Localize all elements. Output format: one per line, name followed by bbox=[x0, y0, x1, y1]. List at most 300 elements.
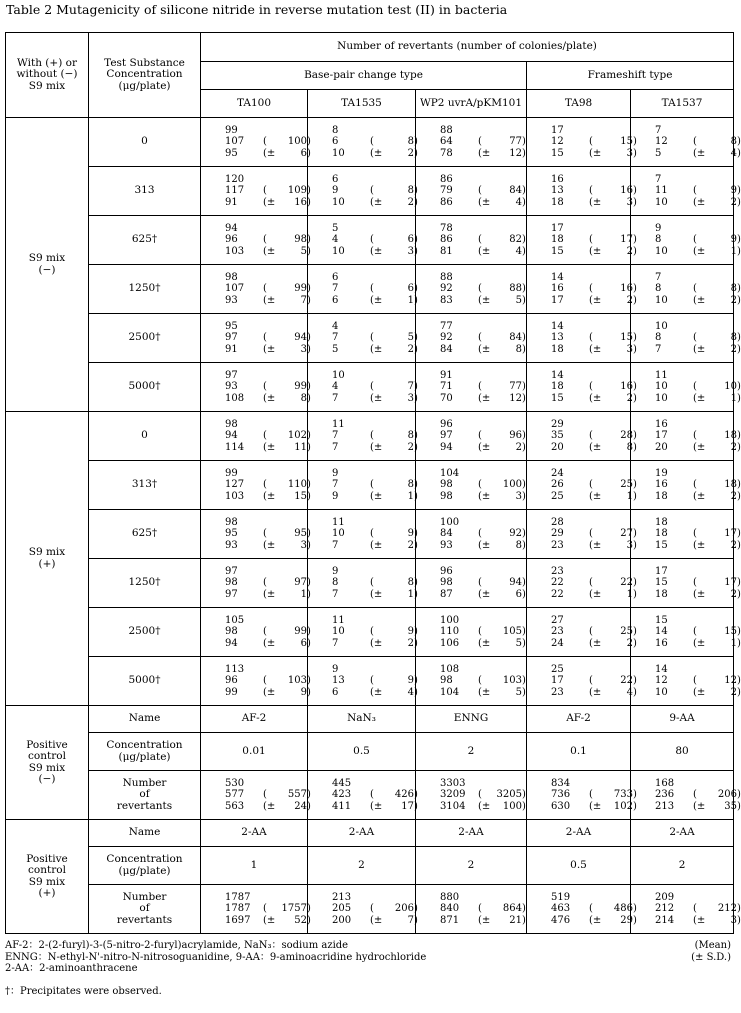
num-label bbox=[89, 885, 201, 934]
plate-counts: 100 110 ( 105) 106 (± 5) bbox=[440, 614, 526, 649]
positive-control-label bbox=[6, 820, 89, 934]
sd-value: 35 bbox=[724, 800, 737, 812]
plate-counts: 1787 1787 ( 1757) 1697 (± 52) bbox=[225, 891, 311, 926]
plate-count: 8 bbox=[655, 332, 662, 344]
value-cell bbox=[631, 167, 741, 216]
header-row bbox=[6, 33, 734, 62]
positive-control-label bbox=[6, 706, 89, 820]
control-conc: 0.1 bbox=[527, 733, 631, 771]
value-cell bbox=[631, 118, 741, 167]
mean-value: 557 bbox=[287, 789, 307, 801]
mean-value: 8 bbox=[407, 136, 414, 148]
value-cell bbox=[201, 314, 311, 363]
num-label-text-line: of bbox=[139, 788, 150, 801]
plate-count: 96 bbox=[440, 565, 453, 577]
plate-count: 104 bbox=[440, 467, 460, 479]
num-label-text bbox=[89, 778, 200, 813]
plate-count: 7 bbox=[332, 283, 339, 295]
plate-count: 98 bbox=[440, 675, 453, 687]
plate-count: 64 bbox=[440, 136, 453, 148]
sd-value: 24 bbox=[294, 800, 307, 812]
plate-count: 15 bbox=[655, 577, 668, 589]
plate-count: 3104 bbox=[440, 800, 466, 812]
mean-value: 8 bbox=[730, 332, 737, 344]
plate-count: 127 bbox=[225, 479, 245, 491]
positive-label-text-line: S9 mix bbox=[28, 875, 66, 888]
plate-counts: 10 8 ( 8) 7 (± 2) bbox=[655, 320, 741, 355]
plate-count: 98 bbox=[440, 479, 453, 491]
plate-count: 17 bbox=[551, 675, 564, 687]
plate-count: 9 bbox=[332, 185, 339, 197]
conc-label-text-line: (μg/plate) bbox=[118, 750, 171, 763]
sd-value: 4 bbox=[515, 196, 522, 208]
plate-count: 103 bbox=[225, 245, 245, 257]
value-cell bbox=[527, 216, 637, 265]
plate-counts: 18 18 ( 17) 15 (± 2) bbox=[655, 516, 741, 551]
value-cell bbox=[527, 167, 637, 216]
value-cell bbox=[416, 265, 527, 314]
mean-value: 9 bbox=[730, 234, 737, 246]
plate-count: 93 bbox=[225, 381, 238, 393]
plate-counts: 11 10 ( 9) 7 (± 2) bbox=[332, 614, 418, 649]
s9-label-text-line: S9 mix bbox=[28, 252, 66, 264]
control-name: 2-AA bbox=[631, 820, 734, 847]
plate-counts: 3303 3209 ( 3205) 3104 (± 100) bbox=[440, 777, 526, 812]
frameshift-header: Frameshift type bbox=[527, 61, 734, 90]
sd-note: (± S.D.) bbox=[691, 951, 731, 963]
s9-header-text-line: without (−) bbox=[16, 68, 78, 81]
plate-counts: 14 13 ( 15) 18 (± 3) bbox=[551, 320, 637, 355]
positive-label-text-line: control bbox=[28, 750, 66, 762]
data-row bbox=[6, 216, 734, 265]
sd-value: 6 bbox=[515, 588, 522, 600]
strain-header: TA100 bbox=[201, 90, 308, 118]
conc-label-text-line: Concentration bbox=[106, 739, 183, 751]
control-conc: 0.5 bbox=[308, 733, 416, 771]
sd-value: 7 bbox=[407, 914, 414, 926]
positive-label-text bbox=[6, 854, 88, 900]
value-cell bbox=[631, 265, 741, 314]
sd-value: 102 bbox=[613, 800, 633, 812]
sd-value: 17 bbox=[401, 800, 414, 812]
plate-count: 98 bbox=[225, 516, 238, 528]
num-label-text bbox=[89, 892, 200, 927]
plate-count: 6 bbox=[332, 686, 339, 698]
s9-header-text-line: S9 mix bbox=[28, 79, 66, 92]
plate-count: 8 bbox=[655, 283, 662, 295]
sd-value: 3 bbox=[626, 196, 633, 208]
mean-value: 6 bbox=[407, 283, 414, 295]
positive-label-text-line: Positive bbox=[26, 738, 68, 751]
control-name: 2-AA bbox=[416, 820, 527, 847]
plate-counts: 108 98 ( 103) 104 (± 5) bbox=[440, 663, 526, 698]
plate-count: 16 bbox=[551, 173, 564, 185]
conc-header-text-line: Concentration bbox=[106, 68, 183, 81]
value-cell bbox=[527, 118, 637, 167]
plate-count: 6 bbox=[332, 136, 339, 148]
value-cell bbox=[416, 510, 527, 559]
mean-value: 82 bbox=[509, 234, 522, 246]
plate-counts: 7 12 ( 8) 5 (± 4) bbox=[655, 124, 741, 159]
mean-value: 25 bbox=[620, 479, 633, 491]
plate-counts: 9 8 ( 8) 7 (± 1) bbox=[332, 565, 418, 600]
value-cell bbox=[308, 657, 416, 706]
plate-count: 86 bbox=[440, 173, 453, 185]
plate-count: 10 bbox=[332, 196, 345, 208]
mean-value: 99 bbox=[294, 626, 307, 638]
plate-count: 70 bbox=[440, 392, 453, 404]
plate-count: 213 bbox=[655, 800, 675, 812]
positive-name-row bbox=[6, 706, 734, 733]
mean-value: 99 bbox=[294, 381, 307, 393]
concentration-cell: 1250† bbox=[89, 265, 201, 314]
num-label-text-line: revertants bbox=[116, 913, 173, 926]
mean-value: 206 bbox=[717, 789, 737, 801]
plate-count: 23 bbox=[551, 539, 564, 551]
plate-count: 8 bbox=[332, 577, 339, 589]
value-cell bbox=[631, 771, 741, 820]
plate-count: 18 bbox=[655, 528, 668, 540]
mean-value: 17 bbox=[724, 528, 737, 540]
plate-count: 7 bbox=[332, 637, 339, 649]
plate-count: 20 bbox=[551, 441, 564, 453]
value-cell bbox=[201, 461, 311, 510]
concentration-cell: 5000† bbox=[89, 657, 201, 706]
plate-count: 25 bbox=[551, 663, 564, 675]
sd-value: 6 bbox=[300, 147, 307, 159]
plate-counts: 7 11 ( 9) 10 (± 2) bbox=[655, 173, 741, 208]
plate-count: 880 bbox=[440, 891, 460, 903]
plate-counts: 120 117 ( 109) 91 (± 16) bbox=[225, 173, 311, 208]
strain-header: TA1537 bbox=[631, 90, 734, 118]
plate-counts: 98 95 ( 95) 93 (± 3) bbox=[225, 516, 311, 551]
plate-count: 97 bbox=[225, 332, 238, 344]
mean-value: 88 bbox=[509, 283, 522, 295]
plate-count: 14 bbox=[551, 369, 564, 381]
positive-conc-row bbox=[6, 733, 734, 771]
mean-value: 94 bbox=[294, 332, 307, 344]
data-row bbox=[6, 118, 734, 167]
sd-value: 1 bbox=[300, 588, 307, 600]
basepair-header: Base-pair change type bbox=[201, 61, 527, 90]
plate-counts: 11 10 ( 9) 7 (± 2) bbox=[332, 516, 418, 551]
plate-count: 3303 bbox=[440, 777, 466, 789]
plate-count: 120 bbox=[225, 173, 245, 185]
sd-value: 3 bbox=[626, 343, 633, 355]
plate-counts: 95 97 ( 94) 91 (± 3) bbox=[225, 320, 311, 355]
data-row bbox=[6, 363, 734, 412]
mean-value: 18 bbox=[724, 430, 737, 442]
plate-count: 10 bbox=[332, 626, 345, 638]
value-cell bbox=[416, 608, 527, 657]
plate-count: 200 bbox=[332, 914, 352, 926]
plate-count: 10 bbox=[655, 196, 668, 208]
positive-name-row bbox=[6, 820, 734, 847]
plate-counts: 24 26 ( 25) 25 (± 1) bbox=[551, 467, 637, 502]
plate-counts: 23 22 ( 22) 22 (± 1) bbox=[551, 565, 637, 600]
concentration-cell: 5000† bbox=[89, 363, 201, 412]
plate-count: 78 bbox=[440, 222, 453, 234]
positive-label-text bbox=[6, 740, 88, 786]
plate-count: 27 bbox=[551, 614, 564, 626]
value-cell bbox=[308, 314, 416, 363]
plate-count: 96 bbox=[225, 675, 238, 687]
plate-count: 96 bbox=[440, 418, 453, 430]
plate-count: 209 bbox=[655, 891, 675, 903]
plate-counts: 29 35 ( 28) 20 (± 8) bbox=[551, 418, 637, 453]
plate-count: 10 bbox=[332, 245, 345, 257]
value-cell bbox=[527, 885, 637, 934]
sd-value: 2 bbox=[407, 441, 414, 453]
plate-count: 24 bbox=[551, 467, 564, 479]
data-row bbox=[6, 657, 734, 706]
plate-counts: 94 96 ( 98) 103 (± 5) bbox=[225, 222, 311, 257]
plate-count: 12 bbox=[655, 136, 668, 148]
mean-value: 15 bbox=[724, 626, 737, 638]
value-cell bbox=[631, 608, 741, 657]
concentration-cell: 0 bbox=[89, 412, 201, 461]
value-cell bbox=[416, 412, 527, 461]
plate-count: 1787 bbox=[225, 891, 251, 903]
sd-value: 4 bbox=[730, 147, 737, 159]
mean-value: 486 bbox=[613, 903, 633, 915]
plate-count: 213 bbox=[332, 891, 352, 903]
sd-value: 4 bbox=[626, 686, 633, 698]
value-cell bbox=[631, 510, 741, 559]
s9-label-text-line: (−) bbox=[38, 263, 56, 276]
plate-counts: 88 92 ( 88) 83 (± 5) bbox=[440, 271, 526, 306]
control-conc: 2 bbox=[631, 847, 734, 885]
plate-count: 7 bbox=[332, 441, 339, 453]
value-cell bbox=[201, 216, 311, 265]
sd-value: 5 bbox=[515, 637, 522, 649]
plate-count: 5 bbox=[655, 147, 662, 159]
value-cell bbox=[308, 559, 416, 608]
value-cell bbox=[527, 461, 637, 510]
value-cell bbox=[416, 885, 527, 934]
plate-counts: 77 92 ( 84) 84 (± 8) bbox=[440, 320, 526, 355]
plate-count: 99 bbox=[225, 686, 238, 698]
sd-value: 1 bbox=[626, 490, 633, 502]
plate-count: 99 bbox=[225, 124, 238, 136]
plate-count: 463 bbox=[551, 903, 571, 915]
sd-value: 1 bbox=[730, 392, 737, 404]
sd-value: 2 bbox=[626, 245, 633, 257]
sd-value: 3 bbox=[300, 539, 307, 551]
mean-value: 7 bbox=[407, 381, 414, 393]
data-row bbox=[6, 559, 734, 608]
plate-counts: 99 127 ( 110) 103 (± 15) bbox=[225, 467, 311, 502]
plate-counts: 17 12 ( 15) 15 (± 3) bbox=[551, 124, 637, 159]
control-name: 2-AA bbox=[527, 820, 631, 847]
value-cell bbox=[631, 216, 741, 265]
mean-value: 100 bbox=[502, 479, 522, 491]
plate-count: 577 bbox=[225, 789, 245, 801]
plate-counts: 105 98 ( 99) 94 (± 6) bbox=[225, 614, 311, 649]
plate-count: 11 bbox=[332, 516, 345, 528]
value-cell bbox=[631, 461, 741, 510]
plate-counts: 86 79 ( 84) 86 (± 4) bbox=[440, 173, 526, 208]
mean-value: 25 bbox=[620, 626, 633, 638]
plate-count: 26 bbox=[551, 479, 564, 491]
mutagenicity-table bbox=[5, 32, 741, 934]
plate-count: 71 bbox=[440, 381, 453, 393]
control-conc: 0.5 bbox=[527, 847, 631, 885]
value-cell bbox=[527, 363, 637, 412]
value-cell bbox=[201, 771, 311, 820]
sd-value: 2 bbox=[407, 539, 414, 551]
plate-counts: 168 236 ( 206) 213 (± 35) bbox=[655, 777, 741, 812]
plate-count: 110 bbox=[440, 626, 460, 638]
plate-count: 25 bbox=[551, 490, 564, 502]
positive-conc-row bbox=[6, 847, 734, 885]
sd-value: 2 bbox=[730, 343, 737, 355]
plate-count: 9 bbox=[655, 222, 662, 234]
sd-value: 8 bbox=[300, 392, 307, 404]
sd-value: 1 bbox=[730, 245, 737, 257]
value-cell bbox=[416, 363, 527, 412]
mean-value: 77 bbox=[509, 136, 522, 148]
plate-count: 19 bbox=[655, 467, 668, 479]
sd-value: 2 bbox=[626, 637, 633, 649]
plate-count: 81 bbox=[440, 245, 453, 257]
mean-value: 110 bbox=[287, 479, 307, 491]
plate-count: 24 bbox=[551, 637, 564, 649]
mean-value: 98 bbox=[294, 234, 307, 246]
mean-value: 5 bbox=[407, 332, 414, 344]
mean-value: 10 bbox=[724, 381, 737, 393]
plate-count: 107 bbox=[225, 136, 245, 148]
s9-header bbox=[6, 33, 89, 118]
value-cell bbox=[201, 363, 311, 412]
s9-label-text-line: S9 mix bbox=[28, 546, 66, 558]
plate-count: 7 bbox=[332, 430, 339, 442]
plate-count: 108 bbox=[440, 663, 460, 675]
value-cell bbox=[527, 771, 637, 820]
mean-value: 733 bbox=[613, 789, 633, 801]
conc-label-text bbox=[89, 854, 200, 877]
plate-counts: 10 4 ( 7) 7 (± 3) bbox=[332, 369, 418, 404]
plate-count: 4 bbox=[332, 320, 339, 332]
value-cell bbox=[308, 412, 416, 461]
mean-value: 99 bbox=[294, 283, 307, 295]
sd-value: 7 bbox=[300, 294, 307, 306]
plate-count: 14 bbox=[655, 626, 668, 638]
plate-counts: 9 7 ( 8) 9 (± 1) bbox=[332, 467, 418, 502]
mean-value: 426 bbox=[394, 789, 414, 801]
plate-count: 4 bbox=[332, 234, 339, 246]
concentration-cell: 625† bbox=[89, 216, 201, 265]
data-row bbox=[6, 461, 734, 510]
control-name: 2-AA bbox=[201, 820, 308, 847]
plate-counts: 11 7 ( 8) 7 (± 2) bbox=[332, 418, 418, 453]
plate-count: 29 bbox=[551, 528, 564, 540]
concentration-cell: 625† bbox=[89, 510, 201, 559]
plate-count: 236 bbox=[655, 789, 675, 801]
mean-value: 212 bbox=[717, 903, 737, 915]
footnote-abbrev-1: AF-2：2-(2-furyl)-3-(5-nitro-2-furyl)acrylamide, NaN₃：sodium azide (Mean) bbox=[5, 940, 731, 951]
plate-count: 18 bbox=[655, 516, 668, 528]
plate-counts: 17 18 ( 17) 15 (± 2) bbox=[551, 222, 637, 257]
sd-value: 1 bbox=[407, 294, 414, 306]
plate-count: 15 bbox=[655, 614, 668, 626]
sd-value: 2 bbox=[730, 588, 737, 600]
plate-count: 17 bbox=[655, 430, 668, 442]
sd-value: 2 bbox=[730, 490, 737, 502]
plate-count: 88 bbox=[440, 124, 453, 136]
plate-counts: 100 84 ( 92) 93 (± 8) bbox=[440, 516, 526, 551]
plate-count: 840 bbox=[440, 903, 460, 915]
num-label bbox=[89, 771, 201, 820]
plate-count: 98 bbox=[225, 577, 238, 589]
plate-counts: 519 463 ( 486) 476 (± 29) bbox=[551, 891, 637, 926]
plate-count: 10 bbox=[655, 381, 668, 393]
plate-count: 10 bbox=[655, 392, 668, 404]
plate-count: 214 bbox=[655, 914, 675, 926]
conc-label bbox=[89, 847, 201, 885]
control-name: ENNG bbox=[416, 706, 527, 733]
data-row bbox=[6, 412, 734, 461]
plate-counts: 97 98 ( 97) 97 (± 1) bbox=[225, 565, 311, 600]
mean-value: 9 bbox=[407, 528, 414, 540]
sd-value: 1 bbox=[407, 588, 414, 600]
plate-count: 17 bbox=[551, 222, 564, 234]
footnote-abbrev-3: 2-AA：2-aminoanthracene bbox=[5, 963, 138, 974]
plate-count: 103 bbox=[225, 490, 245, 502]
value-cell bbox=[416, 559, 527, 608]
plate-count: 4 bbox=[332, 381, 339, 393]
num-label-text-line: of bbox=[139, 902, 150, 915]
revertants-header: Number of revertants (number of colonies/plate) bbox=[201, 33, 734, 62]
sd-value: 9 bbox=[300, 686, 307, 698]
plate-count: 7 bbox=[655, 271, 662, 283]
plate-count: 10 bbox=[655, 686, 668, 698]
value-cell bbox=[631, 314, 741, 363]
plate-count: 100 bbox=[440, 516, 460, 528]
value-cell bbox=[416, 167, 527, 216]
plate-count: 15 bbox=[551, 392, 564, 404]
s9-label-text bbox=[6, 547, 88, 570]
sd-value: 2 bbox=[515, 441, 522, 453]
plate-count: 423 bbox=[332, 789, 352, 801]
sd-value: 1 bbox=[626, 588, 633, 600]
mean-value: 77 bbox=[509, 381, 522, 393]
sd-value: 2 bbox=[407, 343, 414, 355]
value-cell bbox=[308, 771, 416, 820]
plate-counts: 16 13 ( 16) 18 (± 3) bbox=[551, 173, 637, 208]
plate-counts: 78 86 ( 82) 81 (± 4) bbox=[440, 222, 526, 257]
positive-label-text-line: (−) bbox=[38, 773, 56, 785]
mean-value: 18 bbox=[724, 479, 737, 491]
plate-count: 834 bbox=[551, 777, 571, 789]
data-row bbox=[6, 167, 734, 216]
value-cell bbox=[201, 559, 311, 608]
conc-header-text bbox=[89, 58, 200, 93]
s9-header-text bbox=[6, 58, 88, 93]
mean-value: 103 bbox=[502, 675, 522, 687]
name-label: Name bbox=[89, 820, 201, 847]
sd-value: 29 bbox=[620, 914, 633, 926]
plate-count: 94 bbox=[225, 637, 238, 649]
plate-count: 11 bbox=[655, 185, 668, 197]
mean-value: 3205 bbox=[496, 789, 522, 801]
sd-value: 15 bbox=[294, 490, 307, 502]
plate-count: 98 bbox=[440, 490, 453, 502]
control-name: NaN₃ bbox=[308, 706, 416, 733]
sd-value: 52 bbox=[294, 914, 307, 926]
value-cell bbox=[631, 412, 741, 461]
strain-header: TA1535 bbox=[308, 90, 416, 118]
